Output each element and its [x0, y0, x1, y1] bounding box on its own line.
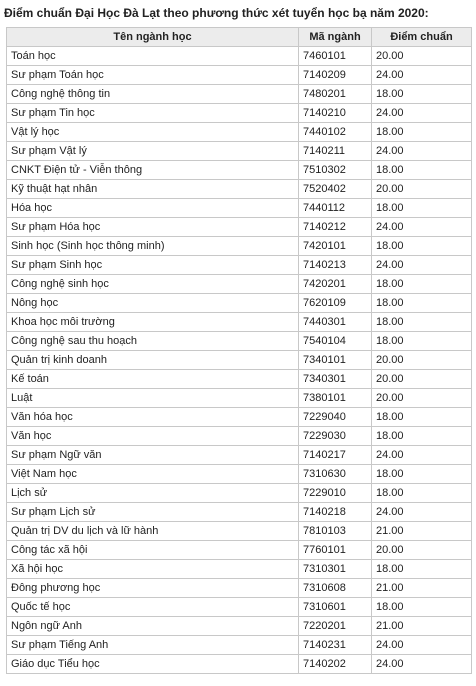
major-name-cell: Sư phạm Sinh học	[7, 256, 299, 275]
major-code-cell: 7140217	[299, 446, 372, 465]
cutoff-score-cell: 21.00	[372, 617, 472, 636]
cutoff-score-cell: 18.00	[372, 199, 472, 218]
major-code-cell: 7310301	[299, 560, 372, 579]
major-name-cell: Sư phạm Toán học	[7, 66, 299, 85]
cutoff-score-cell: 24.00	[372, 655, 472, 674]
cutoff-score-cell: 24.00	[372, 142, 472, 161]
major-code-cell: 7140210	[299, 104, 372, 123]
table-row	[7, 275, 472, 294]
major-code-cell: 7510302	[299, 161, 372, 180]
table-row	[7, 541, 472, 560]
table-row	[7, 598, 472, 617]
cutoff-score-cell: 18.00	[372, 484, 472, 503]
major-name-cell: Giáo dục Tiểu học	[7, 655, 299, 674]
cutoff-score-cell: 18.00	[372, 408, 472, 427]
table-body	[7, 47, 472, 674]
major-code-cell: 7140213	[299, 256, 372, 275]
table-row	[7, 199, 472, 218]
cutoff-score-cell: 24.00	[372, 503, 472, 522]
table-row	[7, 446, 472, 465]
major-code-cell: 7420201	[299, 275, 372, 294]
cutoff-score-cell: 20.00	[372, 351, 472, 370]
table-row	[7, 47, 472, 66]
table-row	[7, 123, 472, 142]
major-name-cell: Đông phương học	[7, 579, 299, 598]
major-code-cell: 7380101	[299, 389, 372, 408]
cutoff-score-cell: 18.00	[372, 560, 472, 579]
cutoff-score-cell: 18.00	[372, 85, 472, 104]
cutoff-score-cell: 18.00	[372, 427, 472, 446]
cutoff-score-cell: 21.00	[372, 522, 472, 541]
cutoff-score-cell: 20.00	[372, 180, 472, 199]
major-name-cell: Ngôn ngữ Anh	[7, 617, 299, 636]
table-row	[7, 522, 472, 541]
major-name-cell: Công nghệ thông tin	[7, 85, 299, 104]
major-name-cell: CNKT Điện tử - Viễn thông	[7, 161, 299, 180]
table-row	[7, 256, 472, 275]
major-name-cell: Sư phạm Tin học	[7, 104, 299, 123]
major-code-cell: 7460101	[299, 47, 372, 66]
page-title: Điểm chuẩn Đại Học Đà Lạt theo phương thức xét tuyển học bạ năm 2020:	[4, 6, 429, 20]
major-code-cell: 7229040	[299, 408, 372, 427]
table-row	[7, 85, 472, 104]
major-code-cell: 7440112	[299, 199, 372, 218]
major-code-cell: 7480201	[299, 85, 372, 104]
table-row	[7, 389, 472, 408]
major-code-cell: 7310601	[299, 598, 372, 617]
major-name-cell: Công nghệ sau thu hoạch	[7, 332, 299, 351]
major-code-cell: 7810103	[299, 522, 372, 541]
major-name-cell: Xã hội học	[7, 560, 299, 579]
major-code-cell: 7760101	[299, 541, 372, 560]
table-row	[7, 484, 472, 503]
cutoff-score-cell: 18.00	[372, 332, 472, 351]
cutoff-score-cell: 18.00	[372, 123, 472, 142]
cutoff-score-cell: 24.00	[372, 66, 472, 85]
major-name-cell: Kỹ thuật hạt nhân	[7, 180, 299, 199]
major-name-cell: Sư phạm Tiếng Anh	[7, 636, 299, 655]
table-row	[7, 332, 472, 351]
table-row	[7, 180, 472, 199]
cutoff-score-cell: 18.00	[372, 313, 472, 332]
major-name-cell: Khoa học môi trường	[7, 313, 299, 332]
major-name-cell: Sinh học (Sinh học thông minh)	[7, 237, 299, 256]
major-name-cell: Công tác xã hội	[7, 541, 299, 560]
table-row	[7, 294, 472, 313]
major-code-cell: 7340101	[299, 351, 372, 370]
major-name-cell: Quốc tế học	[7, 598, 299, 617]
cutoff-score-table	[6, 27, 472, 674]
table-row	[7, 351, 472, 370]
major-code-cell: 7140212	[299, 218, 372, 237]
table-row	[7, 142, 472, 161]
major-code-cell: 7140209	[299, 66, 372, 85]
table-header-row	[7, 28, 472, 47]
major-code-cell: 7620109	[299, 294, 372, 313]
header-major-name: Tên ngành học	[7, 28, 299, 47]
major-code-cell: 7310630	[299, 465, 372, 484]
major-name-cell: Luật	[7, 389, 299, 408]
table-row	[7, 161, 472, 180]
cutoff-score-cell: 18.00	[372, 294, 472, 313]
major-code-cell: 7140211	[299, 142, 372, 161]
cutoff-score-cell: 20.00	[372, 389, 472, 408]
table-row	[7, 427, 472, 446]
cutoff-score-cell: 18.00	[372, 275, 472, 294]
table-row	[7, 104, 472, 123]
major-name-cell: Quản trị kinh doanh	[7, 351, 299, 370]
major-code-cell: 7540104	[299, 332, 372, 351]
major-name-cell: Sư phạm Hóa học	[7, 218, 299, 237]
cutoff-score-cell: 20.00	[372, 370, 472, 389]
table-row	[7, 370, 472, 389]
major-code-cell: 7440102	[299, 123, 372, 142]
major-name-cell: Văn hóa học	[7, 408, 299, 427]
major-code-cell: 7140218	[299, 503, 372, 522]
table-row	[7, 408, 472, 427]
cutoff-score-cell: 20.00	[372, 541, 472, 560]
major-name-cell: Kế toán	[7, 370, 299, 389]
cutoff-score-cell: 18.00	[372, 465, 472, 484]
table-row	[7, 560, 472, 579]
major-name-cell: Văn học	[7, 427, 299, 446]
major-name-cell: Sư phạm Vật lý	[7, 142, 299, 161]
cutoff-score-cell: 24.00	[372, 446, 472, 465]
major-code-cell: 7229010	[299, 484, 372, 503]
cutoff-score-cell: 20.00	[372, 47, 472, 66]
major-code-cell: 7310608	[299, 579, 372, 598]
cutoff-score-cell: 24.00	[372, 256, 472, 275]
major-name-cell: Việt Nam học	[7, 465, 299, 484]
table-row	[7, 237, 472, 256]
table-row	[7, 313, 472, 332]
major-code-cell: 7220201	[299, 617, 372, 636]
cutoff-score-cell: 18.00	[372, 598, 472, 617]
table-row	[7, 655, 472, 674]
major-name-cell: Vật lý học	[7, 123, 299, 142]
table-row	[7, 66, 472, 85]
table-row	[7, 579, 472, 598]
major-code-cell: 7440301	[299, 313, 372, 332]
major-code-cell: 7520402	[299, 180, 372, 199]
table-row	[7, 617, 472, 636]
major-name-cell: Hóa học	[7, 199, 299, 218]
cutoff-score-cell: 18.00	[372, 237, 472, 256]
table-row	[7, 636, 472, 655]
major-name-cell: Nông học	[7, 294, 299, 313]
major-name-cell: Sư phạm Lịch sử	[7, 503, 299, 522]
header-cutoff-score: Điểm chuẩn	[372, 28, 472, 47]
major-code-cell: 7229030	[299, 427, 372, 446]
major-name-cell: Công nghệ sinh học	[7, 275, 299, 294]
major-name-cell: Sư phạm Ngữ văn	[7, 446, 299, 465]
major-name-cell: Lịch sử	[7, 484, 299, 503]
cutoff-score-cell: 18.00	[372, 161, 472, 180]
major-code-cell: 7420101	[299, 237, 372, 256]
table-row	[7, 465, 472, 484]
header-major-code: Mã ngành	[299, 28, 372, 47]
major-name-cell: Quản trị DV du lịch và lữ hành	[7, 522, 299, 541]
major-code-cell: 7340301	[299, 370, 372, 389]
major-name-cell: Toán học	[7, 47, 299, 66]
table-row	[7, 218, 472, 237]
cutoff-score-cell: 24.00	[372, 218, 472, 237]
table-row	[7, 503, 472, 522]
cutoff-score-cell: 24.00	[372, 636, 472, 655]
cutoff-score-cell: 21.00	[372, 579, 472, 598]
major-code-cell: 7140231	[299, 636, 372, 655]
major-code-cell: 7140202	[299, 655, 372, 674]
cutoff-score-cell: 24.00	[372, 104, 472, 123]
